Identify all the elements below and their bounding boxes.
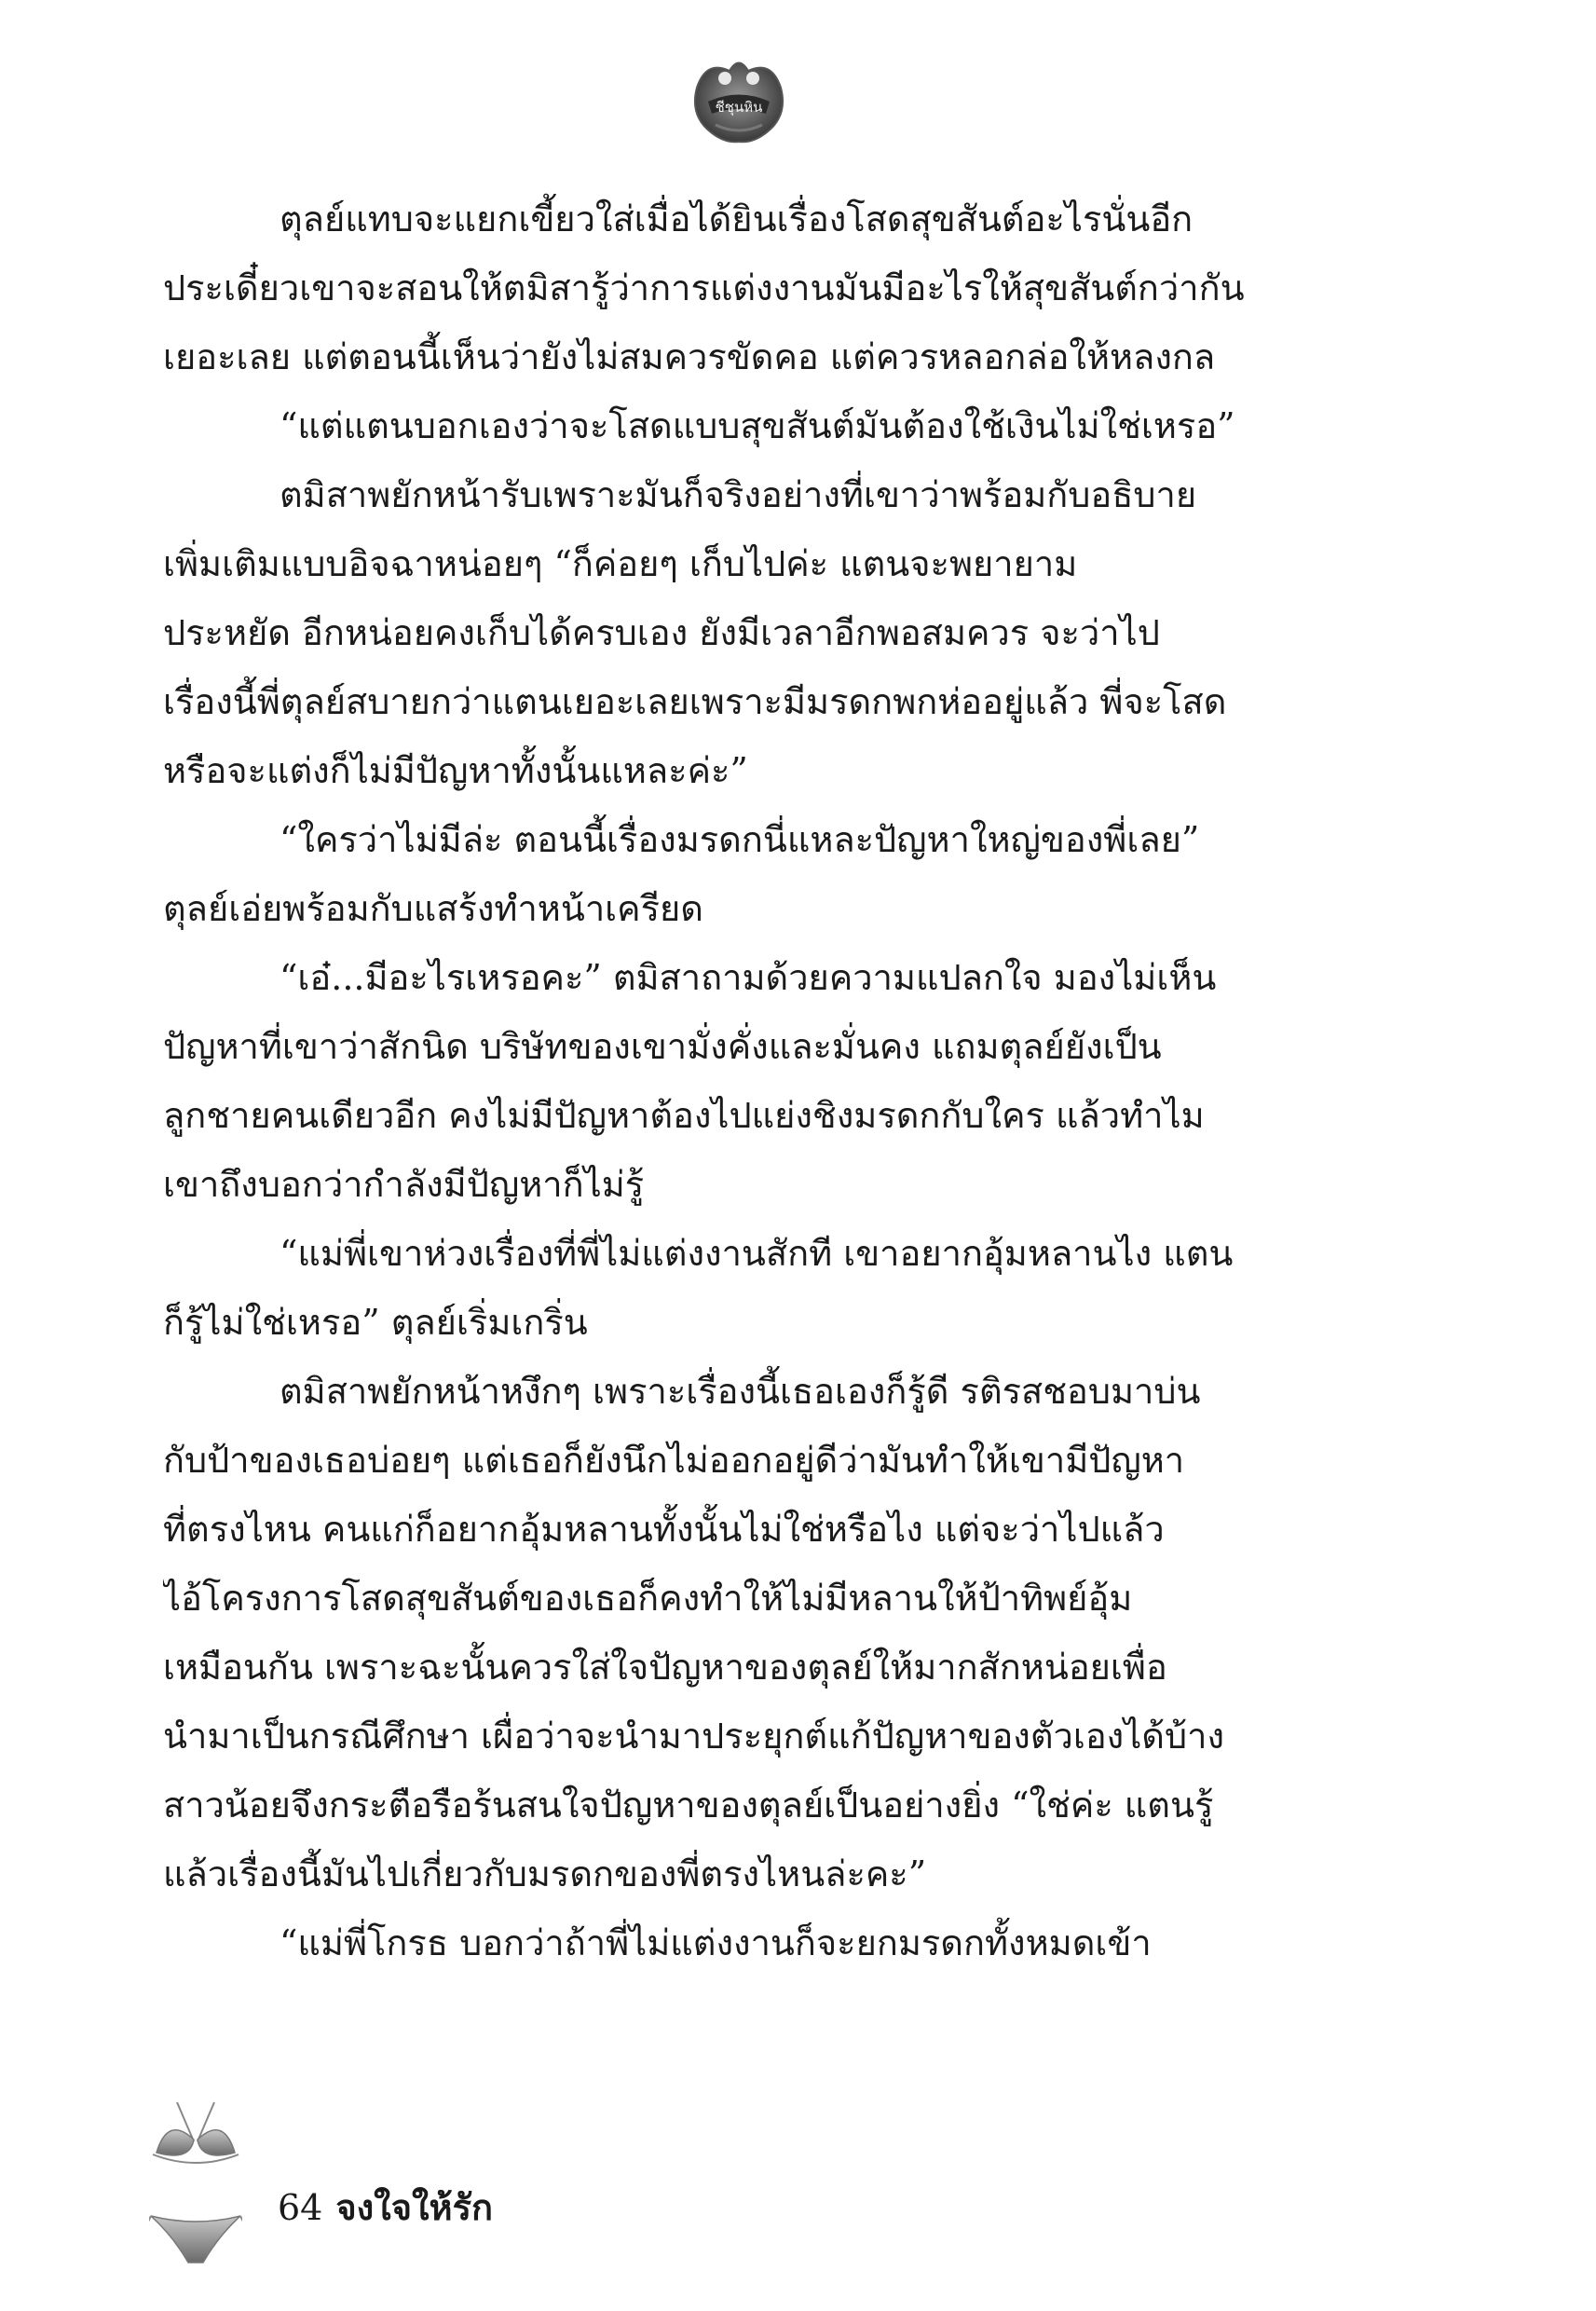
text-line: “แต่แตนบอกเองว่าจะโสดแบบสุขสันต์มันต้องใช้เงินไม่ใช่เหรอ” <box>280 405 1235 446</box>
text-line: ประเดี๋ยวเขาจะสอนให้ตมิสารู้ว่าการแต่งงานมันมีอะไรให้สุขสันต์กว่ากัน <box>163 267 1245 308</box>
text-line: เรื่องนี้พี่ตุลย์สบายกว่าแตนเยอะเลยเพราะมีมรดกพกห่ออยู่แล้ว พี่จะโสด <box>163 681 1227 722</box>
text-line: ประหยัด อีกหน่อยคงเก็บได้ครบเอง ยังมีเวลาอีกพอสมควร จะว่าไป <box>163 612 1160 653</box>
text-line: หรือจะแต่งก็ไม่มีปัญหาทั้งนั้นแหละค่ะ” <box>163 750 748 791</box>
bikini-figure-icon <box>149 2097 242 2283</box>
page-footer <box>278 2179 493 2236</box>
text-line: นำมาเป็นกรณีศึกษา เผื่อว่าจะนำมาประยุกต์แก้ปัญหาของตัวเองได้บ้าง <box>163 1716 1224 1757</box>
body-text <box>163 185 1337 1977</box>
text-line: “ใครว่าไม่มีล่ะ ตอนนี้เรื่องมรดกนี่แหละปัญหาใหญ่ของพี่เลย” <box>280 819 1200 860</box>
text-line: “แม่พี่โกรธ บอกว่าถ้าพี่ไม่แต่งงานก็จะยกมรดกทั้งหมดเข้า <box>280 1922 1152 1963</box>
text-line: ลูกชายคนเดียวอีก คงไม่มีปัญหาต้องไปแย่งชิงมรดกกับใคร แล้วทำไม <box>163 1095 1205 1136</box>
text-line: ปัญหาที่เขาว่าสักนิด บริษัทของเขามั่งคั่งและมั่นคง แถมตุลย์ยังเป็น <box>163 1026 1162 1067</box>
ornate-crest-icon <box>688 50 790 153</box>
text-line: “แม่พี่เขาห่วงเรื่องที่พี่ไม่แต่งงานสักที เขาอยากอุ้มหลานไง แตน <box>280 1233 1234 1274</box>
text-line: ที่ตรงไหน คนแก่ก็อยากอุ้มหลานทั้งนั้นไม่ใช่หรือไง แต่จะว่าไปแล้ว <box>163 1509 1165 1550</box>
book-title: จงใจให้รัก <box>335 2186 494 2228</box>
text-line: เขาถึงบอกว่ากำลังมีปัญหาก็ไม่รู้ <box>163 1164 645 1205</box>
page-number: 64 <box>278 2187 323 2228</box>
text-line: “เอ๋...มีอะไรเหรอคะ” ตมิสาถามด้วยความแปลกใจ มองไม่เห็น <box>280 957 1217 998</box>
text-line: ไอ้โครงการโสดสุขสันต์ของเธอก็คงทำให้ไม่มีหลานให้ป้าทิพย์อุ้ม <box>163 1578 1133 1619</box>
text-line: ตมิสาพยักหน้าหงึกๆ เพราะเรื่องนี้เธอเองก็รู้ดี รติรสชอบมาบ่น <box>280 1371 1201 1412</box>
text-line: เพิ่มเติมแบบอิจฉาหน่อยๆ “ก็ค่อยๆ เก็บไปค่ะ แตนจะพยายาม <box>163 543 1078 584</box>
text-line: ตมิสาพยักหน้ารับเพราะมันก็จริงอย่างที่เขาว่าพร้อมกับอธิบาย <box>280 474 1197 515</box>
emblem-text: ชีชุนหิน <box>715 99 763 116</box>
text-line: ก็รู้ไม่ใช่เหรอ” ตุลย์เริ่มเกริ่น <box>163 1302 588 1343</box>
text-line: ตุลย์เอ่ยพร้อมกับแสร้งทำหน้าเครียด <box>163 888 703 929</box>
text-line: ตุลย์แทบจะแยกเขี้ยวใส่เมื่อได้ยินเรื่องโสดสุขสันต์อะไรนั่นอีก <box>280 198 1194 239</box>
text-line: เหมือนกัน เพราะฉะนั้นควรใส่ใจปัญหาของตุลย์ให้มากสักหน่อยเพื่อ <box>163 1647 1167 1688</box>
text-line: แล้วเรื่องนี้มันไปเกี่ยวกับมรดกของพี่ตรงไหนล่ะคะ” <box>163 1853 927 1894</box>
text-line: สาวน้อยจึงกระตือรือร้นสนใจปัญหาของตุลย์เป็นอย่างยิ่ง “ใช่ค่ะ แตนรู้ <box>163 1785 1214 1826</box>
text-line: เยอะเลย แต่ตอนนี้เห็นว่ายังไม่สมควรขัดคอ แต่ควรหลอกล่อให้หลงกล <box>163 336 1216 377</box>
text-line: กับป้าของเธอบ่อยๆ แต่เธอก็ยังนึกไม่ออกอยู่ดีว่ามันทำให้เขามีปัญหา <box>163 1440 1185 1481</box>
